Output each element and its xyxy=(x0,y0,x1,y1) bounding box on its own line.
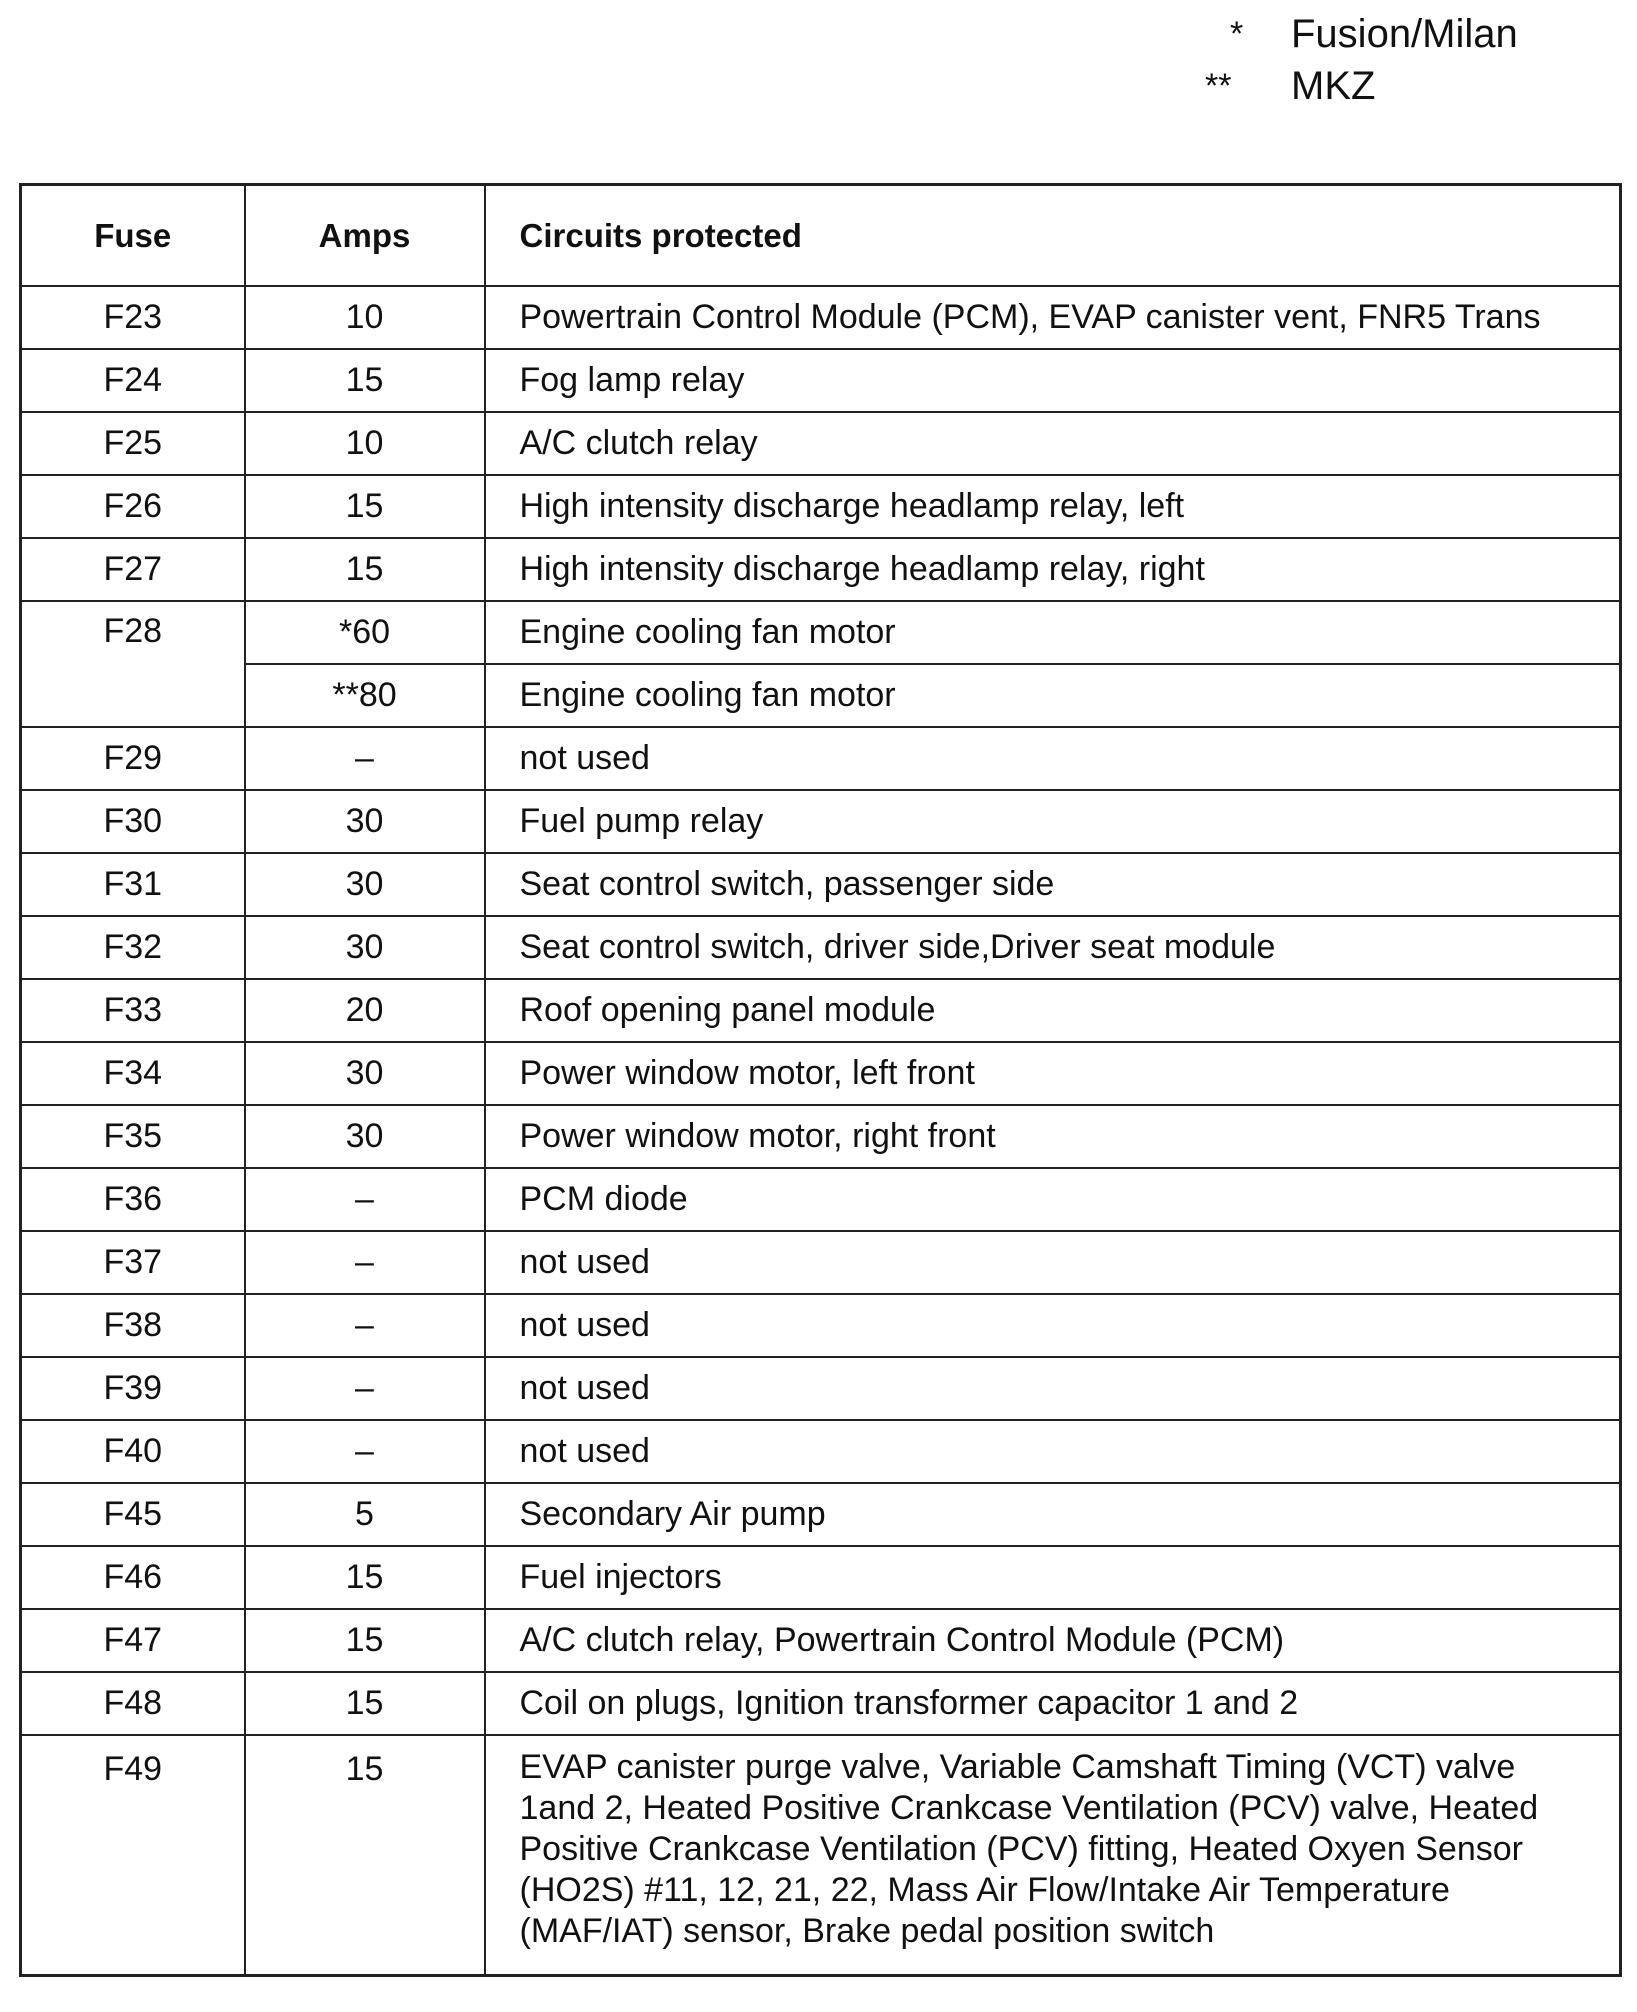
circuits-cell: not used xyxy=(485,1231,1621,1294)
circuits-cell: Secondary Air pump xyxy=(485,1483,1621,1546)
fuse-cell: F30 xyxy=(21,790,245,853)
circuits-cell: Powertrain Control Module (PCM), EVAP canister vent, FNR5 Trans xyxy=(485,286,1621,349)
fuse-cell: F33 xyxy=(21,979,245,1042)
circuits-cell: not used xyxy=(485,1357,1621,1420)
circuits-cell: Power window motor, right front xyxy=(485,1105,1621,1168)
fuse-cell: F49 xyxy=(21,1735,245,1976)
amps-cell: 30 xyxy=(245,853,485,916)
fuse-cell: F28 xyxy=(21,601,245,727)
circuits-cell: Engine cooling fan motor xyxy=(485,601,1621,664)
fuse-cell: F27 xyxy=(21,538,245,601)
amps-cell: 30 xyxy=(245,1042,485,1105)
table-row xyxy=(21,1042,1621,1105)
amps-cell: 15 xyxy=(245,1609,485,1672)
fuse-cell: F45 xyxy=(21,1483,245,1546)
circuits-cell: EVAP canister purge valve, Variable Camshaft Timing (VCT) valve 1and 2, Heated Positive Crankcase Ventilation (PCV) valve, Heated Positive Crankcase Ventilation (PCV) fitting, Heated Oxyen Sensor (HO2S) #11, 12, 21, 22, Mass Air Flow/Intake Air Temperature (MAF/IAT) sensor, Brake pedal position switch xyxy=(485,1735,1621,1976)
circuits-cell: High intensity discharge headlamp relay, right xyxy=(485,538,1621,601)
fuse-cell: F47 xyxy=(21,1609,245,1672)
circuits-cell: Coil on plugs, Ignition transformer capacitor 1 and 2 xyxy=(485,1672,1621,1735)
circuits-cell: Seat control switch, passenger side xyxy=(485,853,1621,916)
fuse-cell: F39 xyxy=(21,1357,245,1420)
amps-cell: 30 xyxy=(245,1105,485,1168)
amps-cell: – xyxy=(245,1168,485,1231)
amps-cell: 10 xyxy=(245,286,485,349)
fuse-cell: F25 xyxy=(21,412,245,475)
fuse-cell: F31 xyxy=(21,853,245,916)
table-row xyxy=(21,853,1621,916)
circuits-cell: Power window motor, left front xyxy=(485,1042,1621,1105)
fuse-cell: F34 xyxy=(21,1042,245,1105)
table-row xyxy=(21,664,1621,727)
table-row xyxy=(21,727,1621,790)
table-row xyxy=(21,349,1621,412)
legend-row-fusion-milan xyxy=(1205,8,1518,60)
amps-cell: 5 xyxy=(245,1483,485,1546)
amps-cell: 30 xyxy=(245,916,485,979)
table-row xyxy=(21,1357,1621,1420)
table-row xyxy=(21,916,1621,979)
table-row xyxy=(21,1168,1621,1231)
fuse-cell: F26 xyxy=(21,475,245,538)
amps-cell: – xyxy=(245,1231,485,1294)
table-row xyxy=(21,601,1621,664)
amps-cell: – xyxy=(245,1420,485,1483)
table-row xyxy=(21,1420,1621,1483)
fuse-cell: F46 xyxy=(21,1546,245,1609)
circuits-cell: Roof opening panel module xyxy=(485,979,1621,1042)
table-row xyxy=(21,1231,1621,1294)
legend-label: Fusion/Milan xyxy=(1291,12,1518,56)
circuits-cell: Seat control switch, driver side,Driver seat module xyxy=(485,916,1621,979)
table-row xyxy=(21,979,1621,1042)
fuse-cell: F29 xyxy=(21,727,245,790)
table-row xyxy=(21,1672,1621,1735)
fuse-cell: F36 xyxy=(21,1168,245,1231)
legend xyxy=(1205,8,1518,112)
fuse-cell: F35 xyxy=(21,1105,245,1168)
amps-cell: 15 xyxy=(245,1735,485,1976)
table-row xyxy=(21,286,1621,349)
header-amps: Amps xyxy=(245,185,485,287)
table-row xyxy=(21,1294,1621,1357)
amps-cell: 15 xyxy=(245,538,485,601)
circuits-cell: not used xyxy=(485,727,1621,790)
amps-cell: – xyxy=(245,727,485,790)
table-row xyxy=(21,412,1621,475)
table-row xyxy=(21,475,1621,538)
circuits-cell: Fog lamp relay xyxy=(485,349,1621,412)
circuits-cell: A/C clutch relay xyxy=(485,412,1621,475)
amps-cell: 15 xyxy=(245,349,485,412)
legend-row-mkz xyxy=(1205,60,1518,112)
amps-cell: 15 xyxy=(245,1546,485,1609)
circuits-cell: Fuel injectors xyxy=(485,1546,1621,1609)
amps-cell: 15 xyxy=(245,475,485,538)
table-row xyxy=(21,1105,1621,1168)
amps-cell: – xyxy=(245,1357,485,1420)
table-header-row xyxy=(21,185,1621,287)
circuits-cell: High intensity discharge headlamp relay, left xyxy=(485,475,1621,538)
fuse-cell: F24 xyxy=(21,349,245,412)
circuits-cell: not used xyxy=(485,1420,1621,1483)
fuse-cell: F38 xyxy=(21,1294,245,1357)
legend-label: MKZ xyxy=(1291,64,1376,108)
amps-cell: – xyxy=(245,1294,485,1357)
amps-cell: 30 xyxy=(245,790,485,853)
table-row xyxy=(21,1483,1621,1546)
circuits-cell: A/C clutch relay, Powertrain Control Module (PCM) xyxy=(485,1609,1621,1672)
amps-cell: 20 xyxy=(245,979,485,1042)
table-row xyxy=(21,538,1621,601)
fuse-cell: F23 xyxy=(21,286,245,349)
table-row xyxy=(21,1735,1621,1976)
amps-cell: *60 xyxy=(245,601,485,664)
table-row xyxy=(21,1609,1621,1672)
table-row xyxy=(21,790,1621,853)
legend-mark: * xyxy=(1230,15,1244,53)
circuits-cell: Engine cooling fan motor xyxy=(485,664,1621,727)
fuse-cell: F32 xyxy=(21,916,245,979)
fuse-table xyxy=(19,183,1622,1977)
legend-mark: ** xyxy=(1205,67,1232,105)
header-circuits: Circuits protected xyxy=(485,185,1621,287)
amps-cell: 10 xyxy=(245,412,485,475)
circuits-cell: Fuel pump relay xyxy=(485,790,1621,853)
amps-cell: **80 xyxy=(245,664,485,727)
amps-cell: 15 xyxy=(245,1672,485,1735)
table-row xyxy=(21,1546,1621,1609)
fuse-cell: F37 xyxy=(21,1231,245,1294)
circuits-cell: not used xyxy=(485,1294,1621,1357)
fuse-cell: F48 xyxy=(21,1672,245,1735)
fuse-cell: F40 xyxy=(21,1420,245,1483)
circuits-cell: PCM diode xyxy=(485,1168,1621,1231)
header-fuse: Fuse xyxy=(21,185,245,287)
